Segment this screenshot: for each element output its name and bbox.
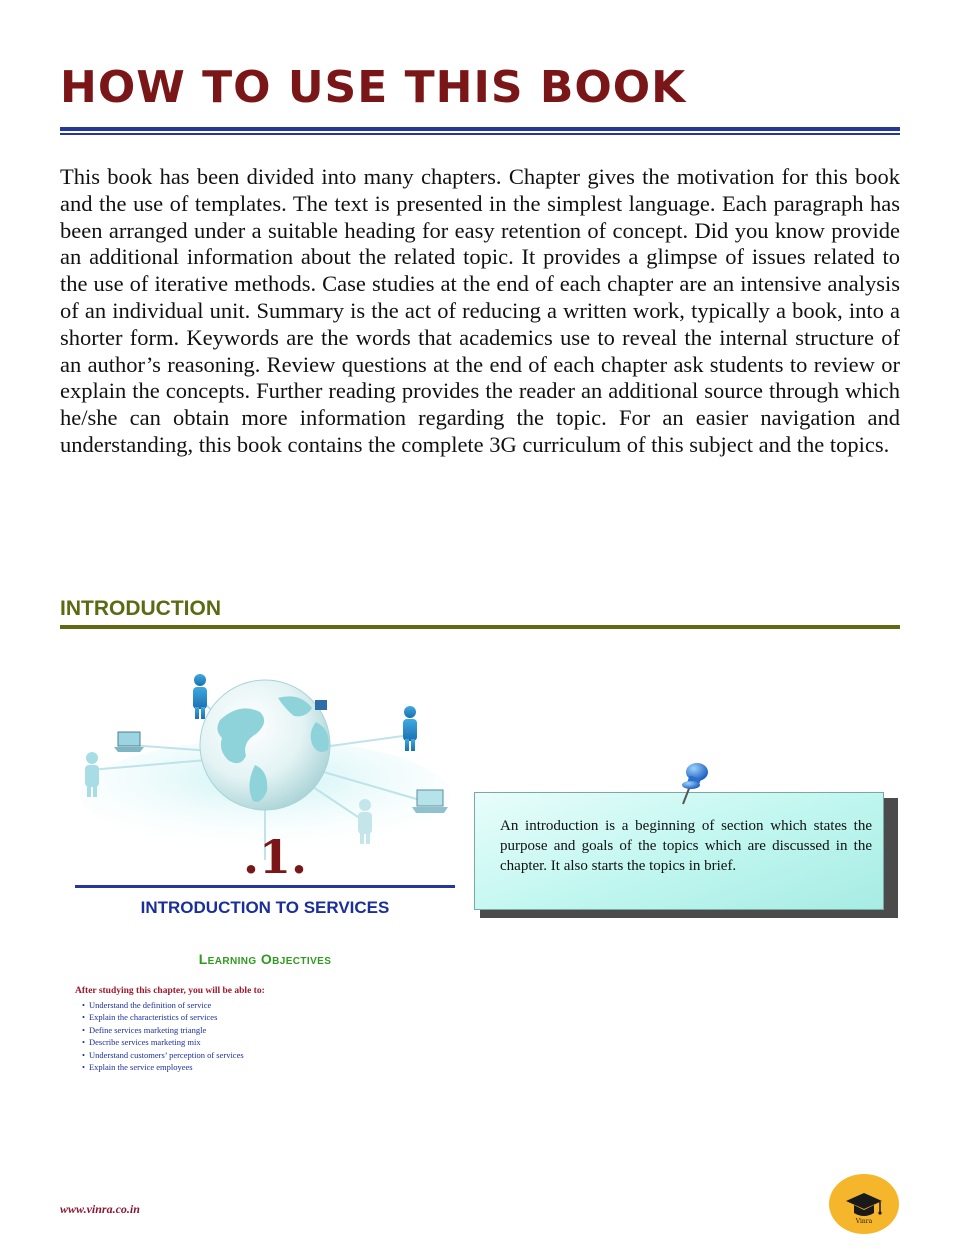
person-icon — [193, 674, 207, 719]
pushpin-icon — [675, 760, 715, 806]
note-text: An introduction is a beginning of section which states the purpose and goals of the topics which are discussed in the chapter. It also starts the topics in brief. — [500, 818, 872, 874]
svg-text:Vinra: Vinra — [855, 1218, 873, 1225]
learning-objectives-title: Learning Objectives — [198, 951, 332, 967]
list-item: • Understand the definition of service — [82, 999, 244, 1011]
chapter-rule — [75, 885, 455, 888]
list-item: • Explain the characteristics of services — [82, 1011, 244, 1023]
list-item: • Explain the service employees — [82, 1061, 244, 1073]
chapter-number: .1. — [242, 830, 308, 884]
footer-url: www.vinra.co.in — [60, 1202, 140, 1216]
section-title: INTRODUCTION — [60, 597, 221, 620]
section-rule — [60, 625, 900, 629]
note-callout — [470, 760, 900, 935]
list-item: • Define services marketing triangle — [82, 1024, 244, 1036]
list-item: • Understand customers’ perception of services — [82, 1049, 244, 1061]
chapter-title: INTRODUCTION TO SERVICES — [140, 898, 390, 917]
title-double-rule — [60, 127, 900, 136]
page-title: HOW TO USE THIS BOOK — [60, 62, 687, 113]
learning-objectives-lead: After studying this chapter, you will be able to: — [75, 986, 265, 996]
graduation-cap-icon — [828, 1173, 900, 1235]
intro-paragraph: This book has been divided into many chapters. Chapter gives the motivation for this book and the use of templates. The text is presented in the simplest language. Each paragraph has been arranged under a suitable heading for easy retention of concept. Did you know provide an additional information about the related topic. It provides a glimpse of issues related to the use of iterative methods. Case studies at the end of each chapter are an intensive analysis of an individual unit. Summary is the act of reducing a written work, typically a book, into a shorter form. Keywords are the words that academics use to reveal the internal structure of an author’s reasoning. Review questions at the end of each chapter ask students to review or explain the concepts. Further reading provides the reader an additional source through which he/she can obtain more information regarding the topic. For an easier navigation and understanding, this book contains the complete 3G curriculum of this subject and the topics. — [60, 164, 900, 457]
list-item: • Describe services marketing mix — [82, 1036, 244, 1048]
learning-objectives-list — [82, 999, 244, 1073]
